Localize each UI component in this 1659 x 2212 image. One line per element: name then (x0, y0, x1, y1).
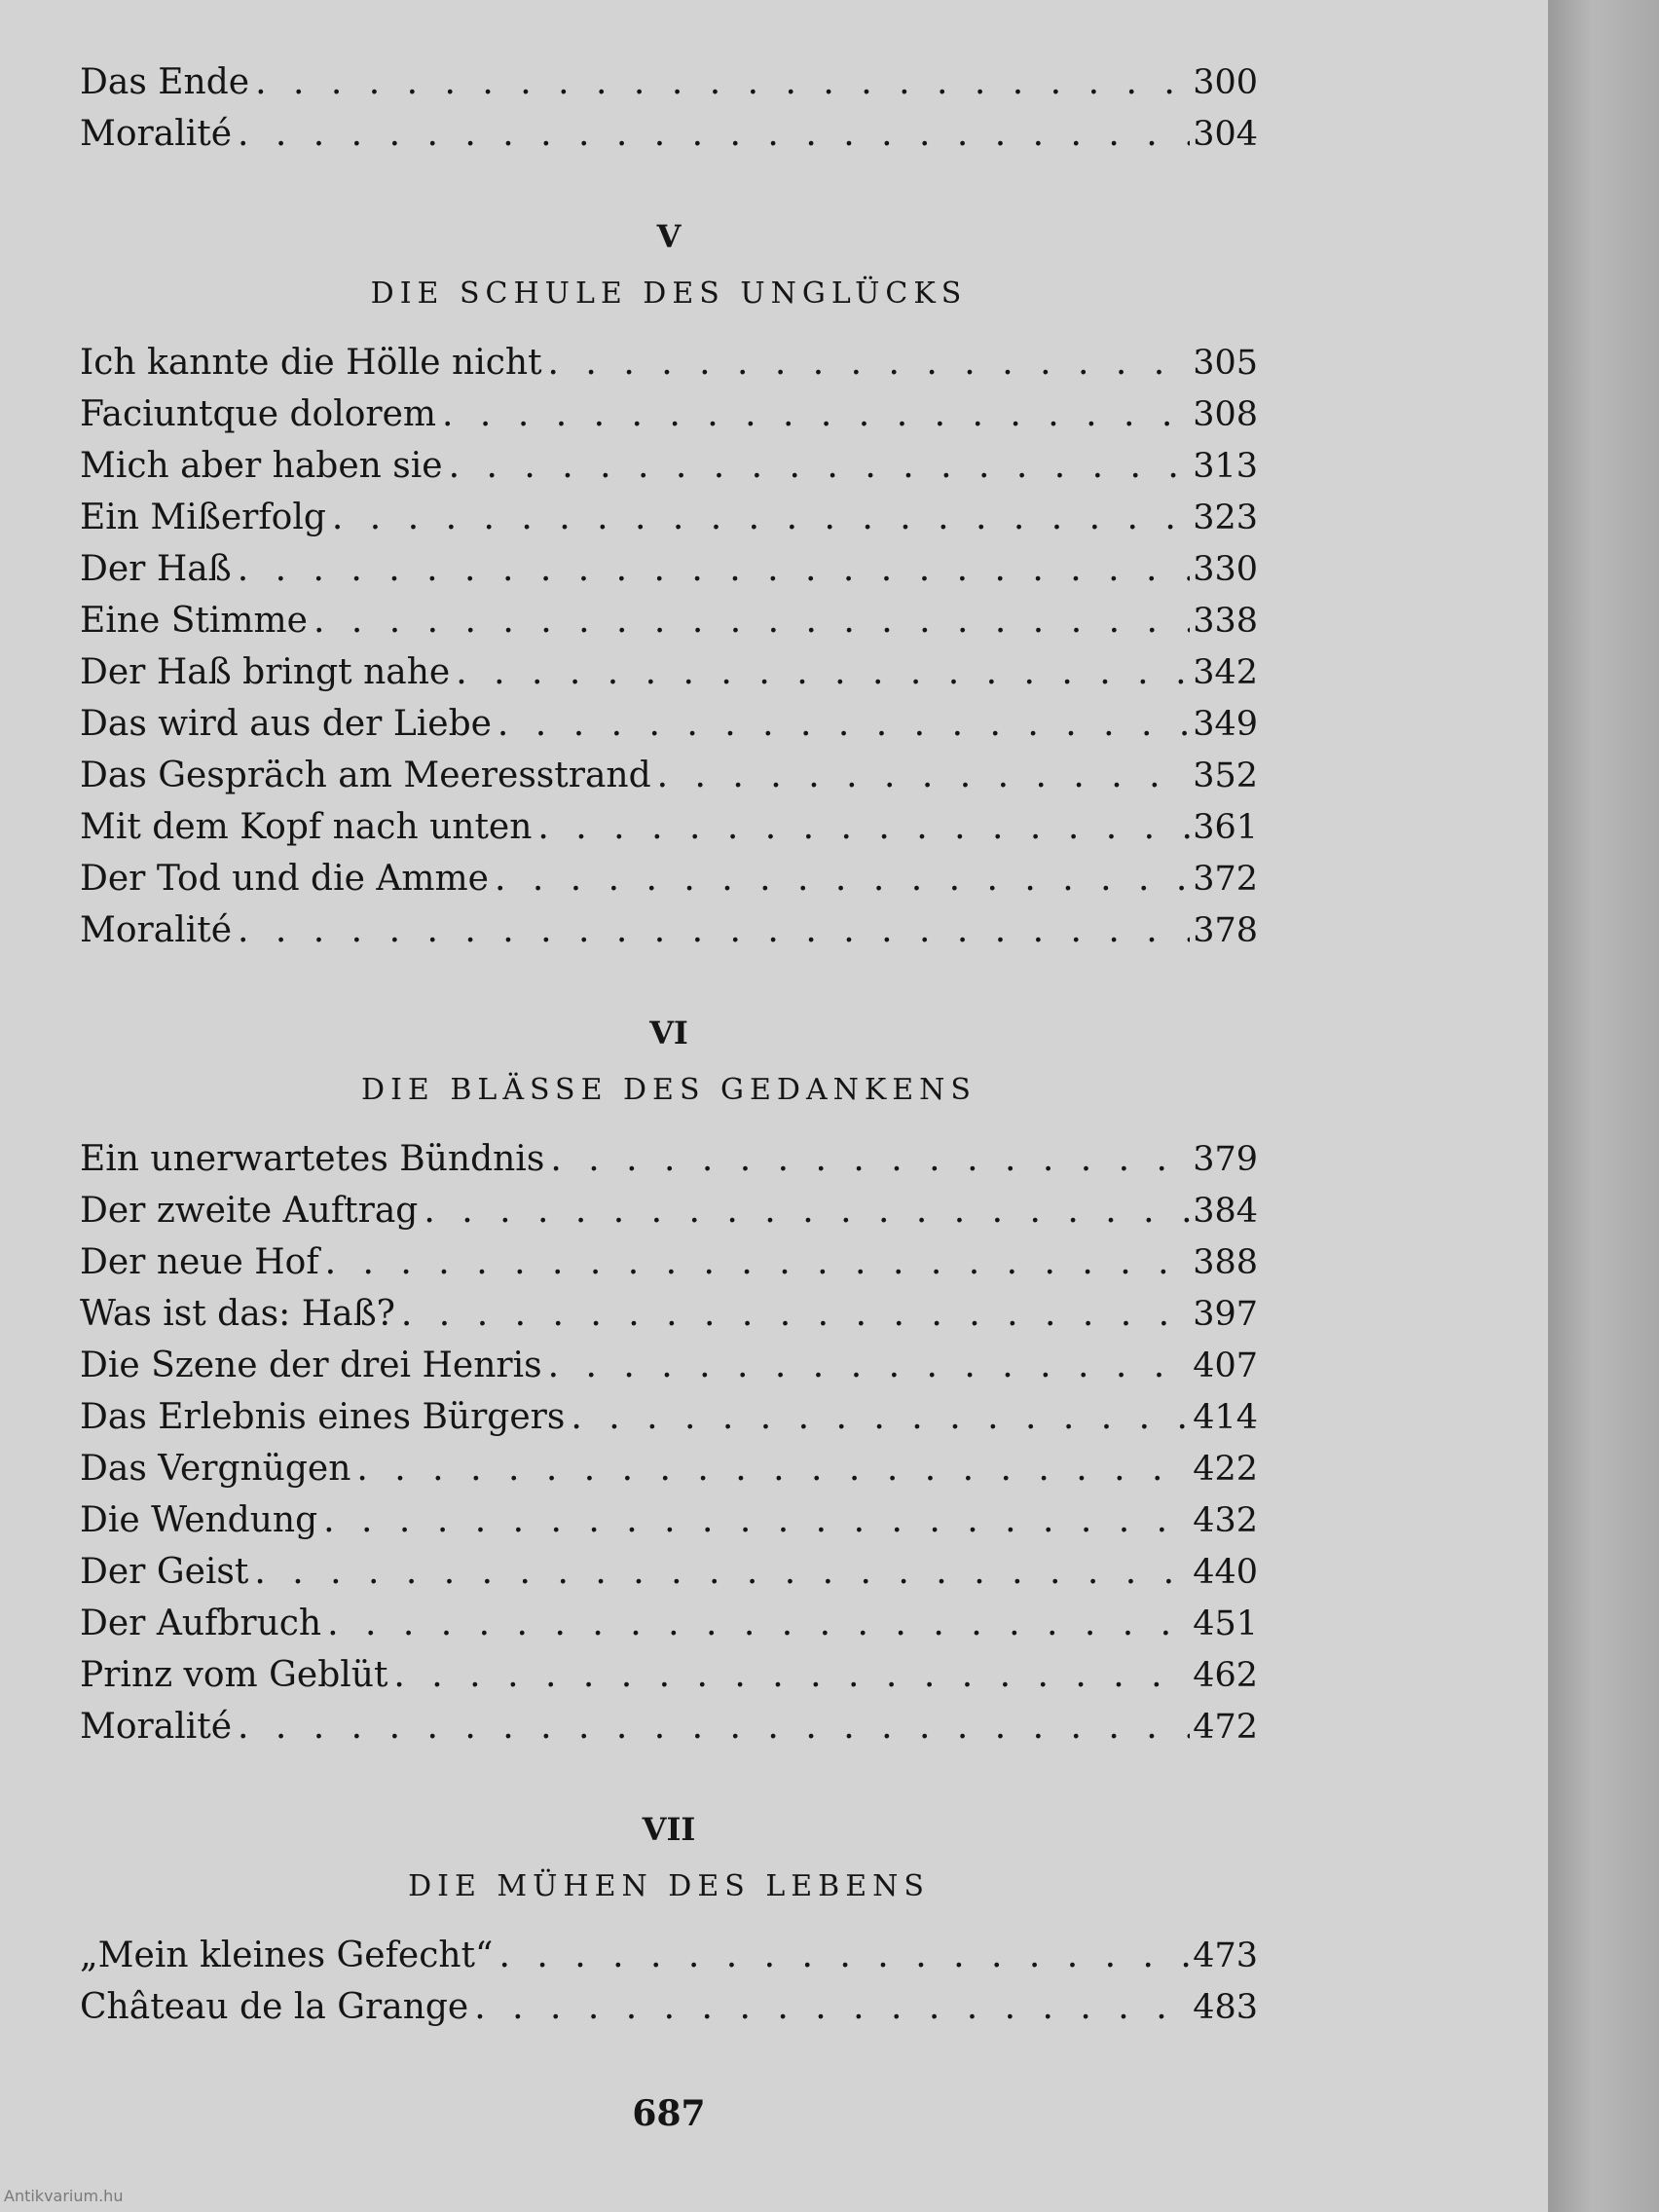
chapter-page-number: 407 (1193, 1346, 1258, 1385)
toc-entry (80, 108, 1258, 160)
dot-leader (321, 1598, 1190, 1649)
toc-entry (80, 853, 1258, 904)
chapter-title: Das Gespräch am Meeresstrand (80, 756, 651, 795)
chapter-title: Die Szene der drei Henris (80, 1346, 542, 1385)
chapter-page-number: 313 (1193, 447, 1258, 486)
toc-section (80, 1801, 1258, 2033)
dot-leader (565, 1391, 1190, 1443)
chapter-page-number: 440 (1193, 1553, 1258, 1592)
chapter-page-number: 472 (1193, 1708, 1258, 1747)
chapter-title: Was ist das: Haß? (80, 1294, 395, 1334)
chapter-title: Moralité (80, 1707, 233, 1747)
book-gutter (1548, 0, 1659, 2212)
toc-entry (80, 1133, 1258, 1185)
dot-leader (308, 595, 1190, 646)
chapter-title: Der Haß (80, 549, 232, 589)
dot-leader (350, 1443, 1190, 1494)
dot-leader (651, 750, 1190, 801)
dot-leader (326, 492, 1190, 543)
chapter-page-number: 379 (1193, 1140, 1258, 1179)
toc-entry (80, 1340, 1258, 1391)
chapter-page-number: 384 (1193, 1192, 1258, 1231)
dot-leader (436, 388, 1190, 440)
chapter-title: Mit dem Kopf nach unten (80, 807, 533, 847)
chapter-title: Der Haß bringt nahe (80, 652, 451, 692)
chapter-title: Moralité (80, 910, 233, 950)
toc-entry (80, 595, 1258, 646)
chapter-title: Moralité (80, 114, 233, 154)
toc-entry (80, 1981, 1258, 2033)
dot-leader (232, 108, 1190, 160)
chapter-title: Der neue Hof (80, 1242, 319, 1282)
toc-section (80, 1005, 1258, 1752)
chapter-page-number: 323 (1193, 498, 1258, 537)
toc-entry (80, 698, 1258, 750)
chapter-title: Ein Mißerfolg (80, 498, 326, 537)
dot-leader (232, 1701, 1190, 1752)
chapter-title: Château de la Grange (80, 1987, 469, 2027)
chapter-page-number: 432 (1193, 1501, 1258, 1540)
dot-leader (249, 56, 1190, 108)
dot-leader (468, 1981, 1190, 2033)
dot-leader (248, 1546, 1190, 1598)
dot-leader (492, 698, 1190, 750)
chapter-title: Der Aufbruch (80, 1604, 322, 1643)
toc-entry (80, 1649, 1258, 1701)
chapter-title: Das Vergnügen (80, 1449, 351, 1489)
chapter-title: Das Erlebnis eines Bürgers (80, 1397, 566, 1437)
dot-leader (387, 1649, 1190, 1701)
chapter-title: Der Geist (80, 1552, 249, 1592)
chapter-page-number: 388 (1193, 1243, 1258, 1282)
dot-leader (489, 853, 1190, 904)
chapter-page-number: 342 (1193, 653, 1258, 692)
chapter-page-number: 305 (1193, 344, 1258, 383)
chapter-title: Ich kannte die Hölle nicht (80, 343, 542, 383)
toc-entry (80, 1494, 1258, 1546)
page-number: 687 (632, 2093, 706, 2134)
chapter-page-number: 378 (1193, 911, 1258, 950)
table-of-contents (80, 56, 1258, 2033)
chapter-page-number: 483 (1193, 1988, 1258, 2027)
toc-entry (80, 440, 1258, 492)
watermark-text: Antikvarium.hu (4, 2187, 124, 2205)
toc-entry (80, 492, 1258, 543)
toc-section (80, 208, 1258, 956)
toc-entry (80, 543, 1258, 595)
chapter-page-number: 330 (1193, 550, 1258, 589)
chapter-title: Faciuntque dolorem (80, 394, 437, 434)
dot-leader (319, 1236, 1190, 1288)
toc-entry (80, 1598, 1258, 1649)
chapter-title: Mich aber haben sie (80, 446, 443, 486)
chapter-title: Die Wendung (80, 1500, 318, 1540)
chapter-page-number: 451 (1193, 1604, 1258, 1643)
chapter-page-number: 397 (1193, 1295, 1258, 1334)
dot-leader (544, 1133, 1190, 1185)
toc-entry (80, 1288, 1258, 1340)
toc-entry (80, 1185, 1258, 1236)
toc-entry (80, 1546, 1258, 1598)
toc-entry (80, 801, 1258, 853)
part-title: DIE SCHULE DES UNGLÜCKS (370, 276, 968, 311)
chapter-title: Der Tod und die Amme (80, 859, 489, 899)
chapter-page-number: 414 (1193, 1398, 1258, 1437)
chapter-page-number: 304 (1193, 115, 1258, 154)
chapter-title: Das Ende (80, 62, 250, 102)
toc-entry (80, 1701, 1258, 1752)
chapter-page-number: 308 (1193, 395, 1258, 434)
part-number: VII (642, 1811, 696, 1848)
chapter-page-number: 349 (1193, 705, 1258, 744)
chapter-page-number: 473 (1193, 1936, 1258, 1975)
chapter-title: Das wird aus der Liebe (80, 704, 492, 744)
toc-entry (80, 1443, 1258, 1494)
chapter-title: Ein unerwartetes Bündnis (80, 1139, 545, 1179)
part-title: DIE BLÄSSE DES GEDANKENS (361, 1073, 977, 1107)
toc-section (80, 56, 1258, 160)
chapter-page-number: 462 (1193, 1656, 1258, 1695)
part-title: DIE MÜHEN DES LEBENS (408, 1869, 930, 1903)
dot-leader (542, 337, 1190, 388)
dot-leader (532, 801, 1190, 853)
chapter-page-number: 338 (1193, 602, 1258, 641)
chapter-title: „Mein kleines Gefecht“ (80, 1936, 494, 1975)
dot-leader (395, 1288, 1190, 1340)
toc-entry (80, 1236, 1258, 1288)
chapter-title: Prinz vom Geblüt (80, 1655, 388, 1695)
dot-leader (418, 1185, 1190, 1236)
dot-leader (542, 1340, 1190, 1391)
chapter-page-number: 352 (1193, 756, 1258, 795)
part-number: V (656, 218, 682, 255)
toc-entry (80, 388, 1258, 440)
chapter-title: Eine Stimme (80, 601, 308, 641)
toc-entry (80, 56, 1258, 108)
dot-leader (232, 904, 1190, 956)
dot-leader (317, 1494, 1190, 1546)
dot-leader (443, 440, 1190, 492)
toc-entry (80, 337, 1258, 388)
chapter-page-number: 372 (1193, 860, 1258, 899)
dot-leader (493, 1930, 1190, 1981)
chapter-title: Der zweite Auftrag (80, 1191, 419, 1231)
dot-leader (450, 646, 1190, 698)
toc-entry (80, 904, 1258, 956)
chapter-page-number: 300 (1193, 63, 1258, 102)
toc-entry (80, 750, 1258, 801)
toc-entry (80, 1930, 1258, 1981)
dot-leader (232, 543, 1190, 595)
toc-entry (80, 1391, 1258, 1443)
part-number: VI (649, 1014, 688, 1051)
chapter-page-number: 422 (1193, 1450, 1258, 1489)
chapter-page-number: 361 (1193, 808, 1258, 847)
toc-entry (80, 646, 1258, 698)
